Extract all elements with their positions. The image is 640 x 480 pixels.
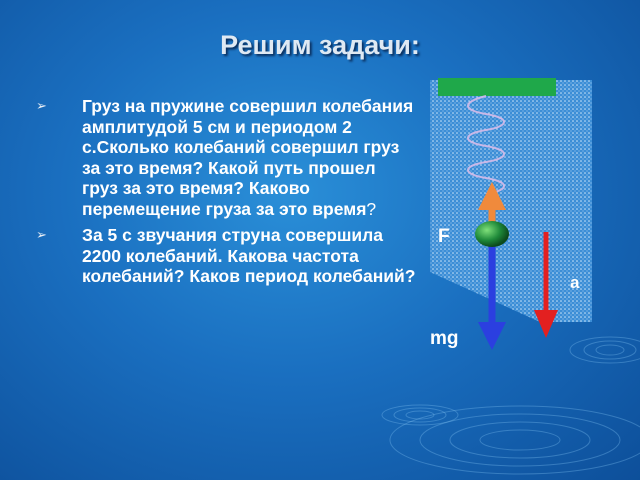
spring-mount bbox=[438, 78, 556, 96]
acceleration-label: a bbox=[570, 273, 580, 292]
slide-title: Решим задачи: bbox=[220, 30, 420, 60]
task-1-text: Груз на пружине совершил колебания амплитудой 5 см и периодом 2 с.Сколько колебаний совершил груз за это время? Какой путь прошел груз за это время? Каково перемещение груза за это время bbox=[82, 96, 414, 219]
gravity-arrow-head-icon bbox=[478, 322, 506, 350]
task-item-2 bbox=[36, 225, 416, 287]
weight-ball bbox=[475, 221, 509, 247]
force-label: F bbox=[438, 226, 450, 247]
spring-pendulum-figure bbox=[428, 76, 608, 356]
bullet-arrow-icon: ➢ bbox=[36, 98, 47, 113]
gravity-label: mg bbox=[430, 328, 459, 349]
task-1-end-mark: ? bbox=[366, 198, 377, 219]
task-item-1 bbox=[36, 96, 416, 219]
task-list bbox=[36, 96, 416, 293]
water-background-panel bbox=[430, 80, 592, 322]
bullet-arrow-icon: ➢ bbox=[36, 227, 47, 242]
task-2-text: За 5 с звучания струна совершила 2200 колебаний. Какова частота колебаний? Каков период колебаний? bbox=[82, 225, 416, 286]
acceleration-arrow-head-icon bbox=[534, 310, 558, 338]
